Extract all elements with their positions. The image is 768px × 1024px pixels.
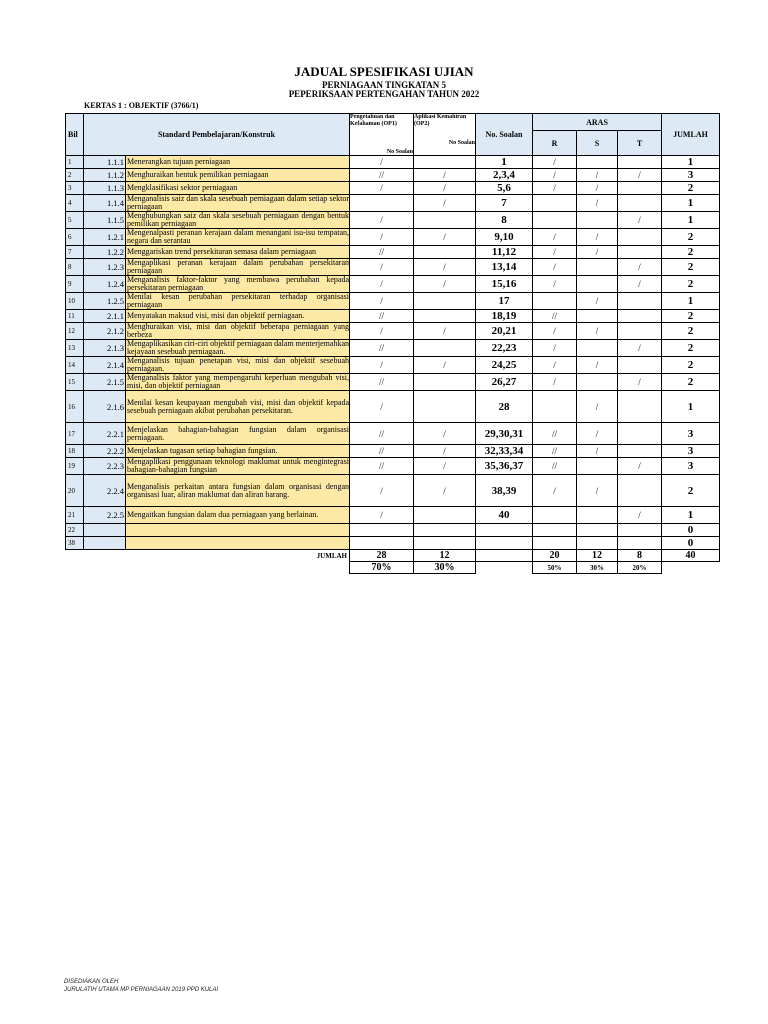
row-aras-s bbox=[577, 310, 618, 323]
row-standard bbox=[126, 524, 350, 537]
row-jumlah: 2 bbox=[662, 475, 720, 507]
row-bil: 10 bbox=[66, 293, 84, 310]
row-code: 2.1.2 bbox=[84, 323, 126, 340]
row-bil: 22 bbox=[66, 524, 84, 537]
row-op1: / bbox=[350, 507, 414, 524]
row-code: 1.1.5 bbox=[84, 212, 126, 229]
row-question-numbers: 24,25 bbox=[476, 357, 533, 374]
row-code: 1.2.1 bbox=[84, 229, 126, 246]
row-op1: // bbox=[350, 374, 414, 391]
row-bil: 11 bbox=[66, 310, 84, 323]
row-question-numbers: 18,19 bbox=[476, 310, 533, 323]
row-aras-r: / bbox=[533, 340, 577, 357]
row-jumlah: 2 bbox=[662, 323, 720, 340]
row-standard: Mengaitkan fungsian dalam dua perniagaan yang berlainan. bbox=[126, 507, 350, 524]
row-op2 bbox=[414, 212, 476, 229]
table-row bbox=[66, 374, 720, 391]
row-op2: / bbox=[414, 475, 476, 507]
row-question-numbers: 5,6 bbox=[476, 182, 533, 195]
row-jumlah: 1 bbox=[662, 212, 720, 229]
total-label: JUMLAH bbox=[316, 551, 347, 560]
row-aras-s: / bbox=[577, 445, 618, 458]
row-aras-r bbox=[533, 537, 577, 550]
row-aras-s: / bbox=[577, 293, 618, 310]
row-aras-s: / bbox=[577, 357, 618, 374]
row-aras-s bbox=[577, 156, 618, 169]
row-aras-s bbox=[577, 340, 618, 357]
row-aras-s: / bbox=[577, 323, 618, 340]
row-code: 1.1.2 bbox=[84, 169, 126, 182]
table-row bbox=[66, 293, 720, 310]
row-jumlah: 2 bbox=[662, 246, 720, 259]
row-standard: Menganalisis perkaitan antara fungsian dalam organisasi dengan organisasi luar, aliran maklumat dan aliran barang. bbox=[126, 475, 350, 507]
document-title: JADUAL SPESIFIKASI UJIAN bbox=[294, 64, 474, 79]
row-question-numbers: 9,10 bbox=[476, 229, 533, 246]
row-op2: / bbox=[414, 276, 476, 293]
header-op1-sub: No Soalan bbox=[350, 131, 414, 156]
row-jumlah: 3 bbox=[662, 445, 720, 458]
table-row bbox=[66, 182, 720, 195]
document-subtitle-subject: PERNIAGAAN TINGKATAN 5 bbox=[321, 80, 446, 90]
row-aras-t bbox=[618, 391, 662, 423]
row-op1: / bbox=[350, 357, 414, 374]
row-bil: 20 bbox=[66, 475, 84, 507]
row-standard: Mengaplikasikan ciri-ciri objektif perniagaan dalam menterjemahkan kejayaan sesebuah perniagaan. bbox=[127, 339, 349, 356]
row-standard: Menjelaskan bahagian-bahagian fungsian dalam organisasi perniagaan. bbox=[126, 423, 350, 445]
row-aras-r: / bbox=[533, 259, 577, 276]
row-op1: / bbox=[350, 475, 414, 507]
row-question-numbers: 13,14 bbox=[476, 259, 533, 276]
row-aras-t bbox=[618, 323, 662, 340]
row-aras-r bbox=[533, 391, 577, 423]
row-op1: / bbox=[350, 229, 414, 246]
row-aras-r: / bbox=[533, 246, 577, 259]
row-question-numbers: 29,30,31 bbox=[476, 423, 533, 445]
row-standard: Menilai kesan keupayaan mengubah visi, misi dan objektif kepada sesebuah perniagaan akibat perubahan persekitaran. bbox=[126, 391, 350, 423]
row-op1: / bbox=[350, 259, 414, 276]
row-op2: / bbox=[414, 458, 476, 475]
header-op1: Pengetahuan dan Kefahaman (OP1) bbox=[350, 114, 414, 131]
row-question-numbers: 15,16 bbox=[476, 276, 533, 293]
total-soalan bbox=[476, 550, 533, 562]
row-op2: / bbox=[414, 259, 476, 276]
row-aras-r: / bbox=[533, 475, 577, 507]
row-aras-s bbox=[577, 507, 618, 524]
row-aras-s: / bbox=[577, 229, 618, 246]
row-aras-s bbox=[577, 259, 618, 276]
row-standard: Menyatakan maksud visi, misi dan objektif perniagaan. bbox=[126, 310, 350, 323]
row-standard: Menganalisis faktor-faktor yang membawa perubahan kepada persekitaran perniagaan bbox=[127, 275, 349, 292]
row-aras-r: / bbox=[533, 182, 577, 195]
row-standard: Menerangkan tujuan perniagaan bbox=[126, 156, 350, 169]
row-standard: Menggariskan trend persekitaran semasa dalam perniagaan bbox=[126, 246, 350, 259]
header-standard: Standard Pembelajaran/Konstruk bbox=[84, 114, 350, 156]
row-aras-t: / bbox=[618, 340, 662, 357]
row-aras-t bbox=[618, 423, 662, 445]
table-row bbox=[66, 445, 720, 458]
row-op2 bbox=[414, 310, 476, 323]
row-aras-t: / bbox=[618, 276, 662, 293]
row-op2: / bbox=[414, 195, 476, 212]
row-op2: / bbox=[414, 357, 476, 374]
row-code: 2.1.4 bbox=[84, 357, 126, 374]
table-row bbox=[66, 475, 720, 507]
row-jumlah: 1 bbox=[662, 293, 720, 310]
row-standard: Mengklasifikasi sektor perniagaan bbox=[126, 182, 350, 195]
row-aras-t: / bbox=[618, 458, 662, 475]
table-row bbox=[66, 212, 720, 229]
total-s: 12 bbox=[577, 550, 618, 562]
row-op2 bbox=[414, 537, 476, 550]
row-op2: / bbox=[414, 445, 476, 458]
paper-label: KERTAS 1 : OBJEKTIF (3766/1) bbox=[84, 101, 199, 110]
row-aras-t: / bbox=[618, 374, 662, 391]
row-op1: // bbox=[350, 310, 414, 323]
row-aras-t: / bbox=[618, 212, 662, 229]
row-op2 bbox=[414, 524, 476, 537]
row-bil: 6 bbox=[66, 229, 84, 246]
row-op2 bbox=[414, 374, 476, 391]
row-code: 1.2.5 bbox=[84, 293, 126, 310]
row-aras-s bbox=[577, 524, 618, 537]
row-bil: 1 bbox=[66, 156, 84, 169]
row-aras-t bbox=[618, 310, 662, 323]
row-code: 2.2.4 bbox=[84, 475, 126, 507]
row-jumlah: 3 bbox=[662, 458, 720, 475]
row-aras-s: / bbox=[577, 475, 618, 507]
row-op1: // bbox=[350, 458, 414, 475]
row-bil: 12 bbox=[66, 323, 84, 340]
row-op1: / bbox=[350, 182, 414, 195]
row-question-numbers: 11,12 bbox=[476, 246, 533, 259]
row-jumlah: 0 bbox=[662, 524, 720, 537]
row-question-numbers: 1 bbox=[476, 156, 533, 169]
row-jumlah: 1 bbox=[662, 507, 720, 524]
table-row bbox=[66, 357, 720, 374]
row-bil: 3 bbox=[66, 182, 84, 195]
header-no-soalan: No. Soalan bbox=[476, 114, 533, 156]
row-op1 bbox=[350, 195, 414, 212]
header-jumlah: JUMLAH bbox=[662, 114, 720, 156]
header-t: T bbox=[618, 131, 662, 156]
row-question-numbers: 38,39 bbox=[476, 475, 533, 507]
row-code: 1.2.2 bbox=[84, 246, 126, 259]
row-op2 bbox=[414, 507, 476, 524]
row-question-numbers: 2,3,4 bbox=[476, 169, 533, 182]
row-jumlah: 2 bbox=[662, 340, 720, 357]
table-row bbox=[66, 391, 720, 423]
header-s: S bbox=[577, 131, 618, 156]
header-r: R bbox=[533, 131, 577, 156]
row-standard: Mengenalpasti peranan kerajaan dalam menangani isu-isu tempatan, negara dan serantau bbox=[127, 228, 349, 245]
row-question-numbers: 8 bbox=[476, 212, 533, 229]
row-aras-s: / bbox=[577, 182, 618, 195]
row-aras-r: // bbox=[533, 458, 577, 475]
row-jumlah: 0 bbox=[662, 537, 720, 550]
row-aras-r: / bbox=[533, 323, 577, 340]
row-code: 2.2.1 bbox=[84, 423, 126, 445]
table-row bbox=[66, 229, 720, 246]
row-op1: / bbox=[350, 323, 414, 340]
table-row bbox=[66, 507, 720, 524]
row-aras-r: / bbox=[533, 156, 577, 169]
row-code: 2.1.5 bbox=[84, 374, 126, 391]
table-row bbox=[66, 537, 720, 550]
row-aras-t bbox=[618, 229, 662, 246]
row-aras-t bbox=[618, 445, 662, 458]
row-jumlah: 1 bbox=[662, 391, 720, 423]
row-bil: 2 bbox=[66, 169, 84, 182]
row-op2: / bbox=[414, 323, 476, 340]
table-row bbox=[66, 310, 720, 323]
row-standard: Mengaplikasi peranan kerajaan dalam perubahan persekitaran perniagaan bbox=[127, 258, 349, 275]
row-jumlah: 2 bbox=[662, 259, 720, 276]
row-jumlah: 2 bbox=[662, 182, 720, 195]
row-standard: Menilai kesan perubahan persekitaran terhadap organisasi perniagaan bbox=[127, 292, 349, 309]
row-code bbox=[84, 537, 126, 550]
row-op2 bbox=[414, 156, 476, 169]
row-op2 bbox=[414, 391, 476, 423]
row-aras-s: / bbox=[577, 423, 618, 445]
row-op2: / bbox=[414, 229, 476, 246]
row-aras-s: / bbox=[577, 195, 618, 212]
row-op1: // bbox=[350, 340, 414, 357]
row-aras-r bbox=[533, 293, 577, 310]
table-row bbox=[66, 195, 720, 212]
row-aras-t bbox=[618, 293, 662, 310]
row-aras-s: / bbox=[577, 169, 618, 182]
row-op1: / bbox=[350, 293, 414, 310]
header-aras: ARAS bbox=[533, 114, 662, 131]
row-bil: 4 bbox=[66, 195, 84, 212]
row-question-numbers: 17 bbox=[476, 293, 533, 310]
row-aras-s bbox=[577, 276, 618, 293]
row-aras-r: / bbox=[533, 357, 577, 374]
row-jumlah: 1 bbox=[662, 156, 720, 169]
row-aras-t bbox=[618, 156, 662, 169]
row-standard: Menghuraikan visi, misi dan objektif beberapa perniagaan yang berbeza bbox=[127, 322, 349, 339]
row-standard: Menghuraikan bentuk pemilikan perniagaan bbox=[126, 169, 350, 182]
row-bil: 18 bbox=[66, 445, 84, 458]
row-bil: 21 bbox=[66, 507, 84, 524]
row-aras-r: / bbox=[533, 169, 577, 182]
row-aras-r bbox=[533, 195, 577, 212]
row-op1: / bbox=[350, 212, 414, 229]
row-aras-s bbox=[577, 374, 618, 391]
header-bil: Bil bbox=[66, 114, 84, 156]
row-aras-t bbox=[618, 475, 662, 507]
row-jumlah: 1 bbox=[662, 195, 720, 212]
row-code: 2.2.2 bbox=[84, 445, 126, 458]
table-row bbox=[66, 524, 720, 537]
row-bil: 15 bbox=[66, 374, 84, 391]
row-bil: 5 bbox=[66, 212, 84, 229]
row-aras-s: / bbox=[577, 246, 618, 259]
row-aras-t bbox=[618, 524, 662, 537]
row-code bbox=[84, 524, 126, 537]
row-aras-r: / bbox=[533, 374, 577, 391]
row-op1: / bbox=[350, 156, 414, 169]
row-op2 bbox=[414, 246, 476, 259]
row-bil: 17 bbox=[66, 423, 84, 445]
row-code: 1.2.4 bbox=[84, 276, 126, 293]
row-op2: / bbox=[414, 423, 476, 445]
table-row bbox=[66, 340, 720, 357]
row-question-numbers: 22,23 bbox=[476, 340, 533, 357]
footer-prepared-by: DISEDIAKAN OLEH bbox=[64, 979, 119, 985]
row-question-numbers: 20,21 bbox=[476, 323, 533, 340]
row-code: 2.1.3 bbox=[84, 340, 126, 357]
table-body bbox=[66, 156, 720, 550]
row-aras-s bbox=[577, 537, 618, 550]
row-aras-s: / bbox=[577, 391, 618, 423]
row-question-numbers: 32,33,34 bbox=[476, 445, 533, 458]
row-aras-s bbox=[577, 212, 618, 229]
row-jumlah: 2 bbox=[662, 357, 720, 374]
total-jumlah: 40 bbox=[662, 550, 720, 562]
percent-op1: 70% bbox=[350, 562, 414, 574]
total-op1: 28 bbox=[350, 550, 414, 562]
row-aras-t bbox=[618, 182, 662, 195]
row-op2: / bbox=[414, 182, 476, 195]
row-op1: // bbox=[350, 246, 414, 259]
percent-s: 30% bbox=[577, 562, 618, 574]
row-aras-r bbox=[533, 524, 577, 537]
table-row bbox=[66, 169, 720, 182]
row-jumlah: 2 bbox=[662, 374, 720, 391]
row-standard: Menganalisis tujuan penetapan visi, misi dan objektif sesebuah perniagaan. bbox=[127, 356, 349, 373]
table-row bbox=[66, 423, 720, 445]
row-bil: 19 bbox=[66, 458, 84, 475]
row-bil: 14 bbox=[66, 357, 84, 374]
table-row bbox=[66, 246, 720, 259]
row-op2 bbox=[414, 293, 476, 310]
row-op1: // bbox=[350, 169, 414, 182]
row-aras-t bbox=[618, 195, 662, 212]
row-question-numbers: 26,27 bbox=[476, 374, 533, 391]
table-row bbox=[66, 276, 720, 293]
row-aras-t bbox=[618, 537, 662, 550]
row-bil: 9 bbox=[66, 276, 84, 293]
row-aras-r: / bbox=[533, 276, 577, 293]
row-standard: Menjelaskan tugasan setiap bahagian fungsian. bbox=[126, 445, 350, 458]
row-bil: 8 bbox=[66, 259, 84, 276]
row-bil: 38 bbox=[66, 537, 84, 550]
row-code: 1.1.3 bbox=[84, 182, 126, 195]
row-bil: 16 bbox=[66, 391, 84, 423]
row-aras-t: / bbox=[618, 169, 662, 182]
table-row bbox=[66, 259, 720, 276]
row-aras-r: // bbox=[533, 310, 577, 323]
row-question-numbers: 28 bbox=[476, 391, 533, 423]
row-op1: / bbox=[350, 391, 414, 423]
document-subtitle-exam: PEPERIKSAAN PERTENGAHAN TAHUN 2022 bbox=[288, 89, 480, 99]
total-t: 8 bbox=[618, 550, 662, 562]
row-code: 2.1.6 bbox=[84, 391, 126, 423]
row-code: 1.1.4 bbox=[84, 195, 126, 212]
row-aras-r bbox=[533, 212, 577, 229]
table-row bbox=[66, 156, 720, 169]
percent-r: 50% bbox=[533, 562, 577, 574]
row-op2 bbox=[414, 340, 476, 357]
row-jumlah: 3 bbox=[662, 169, 720, 182]
specification-table bbox=[65, 113, 720, 574]
row-code: 1.2.3 bbox=[84, 259, 126, 276]
row-standard bbox=[126, 537, 350, 550]
row-question-numbers bbox=[476, 537, 533, 550]
row-op1: / bbox=[350, 276, 414, 293]
total-r: 20 bbox=[533, 550, 577, 562]
row-code: 1.1.1 bbox=[84, 156, 126, 169]
row-op2: / bbox=[414, 169, 476, 182]
header-op2: Aplikasi Kemahiran (OP2) bbox=[414, 114, 476, 131]
row-op1 bbox=[350, 524, 414, 537]
row-code: 2.2.3 bbox=[84, 458, 126, 475]
header-op2-sub: No Soalan bbox=[414, 131, 476, 156]
row-code: 2.1.1 bbox=[84, 310, 126, 323]
row-standard: Menganalisis faktor yang mempengaruhi keperluan mengubah visi, misi, dan objektif perniagaan bbox=[127, 373, 349, 390]
row-op1: // bbox=[350, 423, 414, 445]
row-aras-s bbox=[577, 458, 618, 475]
row-code: 2.2.5 bbox=[84, 507, 126, 524]
row-bil: 7 bbox=[66, 246, 84, 259]
total-op2: 12 bbox=[414, 550, 476, 562]
row-standard: Menganalisis saiz dan skala sesebuah perniagaan dalam setiap sektor perniagaan bbox=[127, 194, 349, 211]
row-op1 bbox=[350, 537, 414, 550]
percent-op2: 30% bbox=[414, 562, 476, 574]
row-aras-t bbox=[618, 246, 662, 259]
row-aras-r: / bbox=[533, 229, 577, 246]
row-question-numbers: 40 bbox=[476, 507, 533, 524]
row-jumlah: 2 bbox=[662, 310, 720, 323]
row-aras-t: / bbox=[618, 507, 662, 524]
row-standard: Menghubungkan saiz dan skala sesebuah perniagaan dengan bentuk pemilikan perniagaan bbox=[127, 211, 349, 228]
row-jumlah: 3 bbox=[662, 423, 720, 445]
row-op1: // bbox=[350, 445, 414, 458]
row-aras-t bbox=[618, 357, 662, 374]
row-bil: 13 bbox=[66, 340, 84, 357]
row-aras-r: // bbox=[533, 423, 577, 445]
row-aras-r bbox=[533, 507, 577, 524]
percent-t: 20% bbox=[618, 562, 662, 574]
row-question-numbers: 35,36,37 bbox=[476, 458, 533, 475]
table-row bbox=[66, 323, 720, 340]
row-jumlah: 2 bbox=[662, 276, 720, 293]
footer-author: JURULATIH UTAMA MP PERNIAGAAN 2019 PPD KULAI bbox=[64, 987, 219, 993]
row-aras-r: // bbox=[533, 445, 577, 458]
row-question-numbers: 7 bbox=[476, 195, 533, 212]
row-aras-t: / bbox=[618, 259, 662, 276]
row-question-numbers bbox=[476, 524, 533, 537]
row-standard: Mengaplikasi penggunaan teknologi maklumat untuk mengintegrasi bahagian-bahagian fungsian bbox=[127, 457, 349, 474]
table-row bbox=[66, 458, 720, 475]
row-jumlah: 2 bbox=[662, 229, 720, 246]
